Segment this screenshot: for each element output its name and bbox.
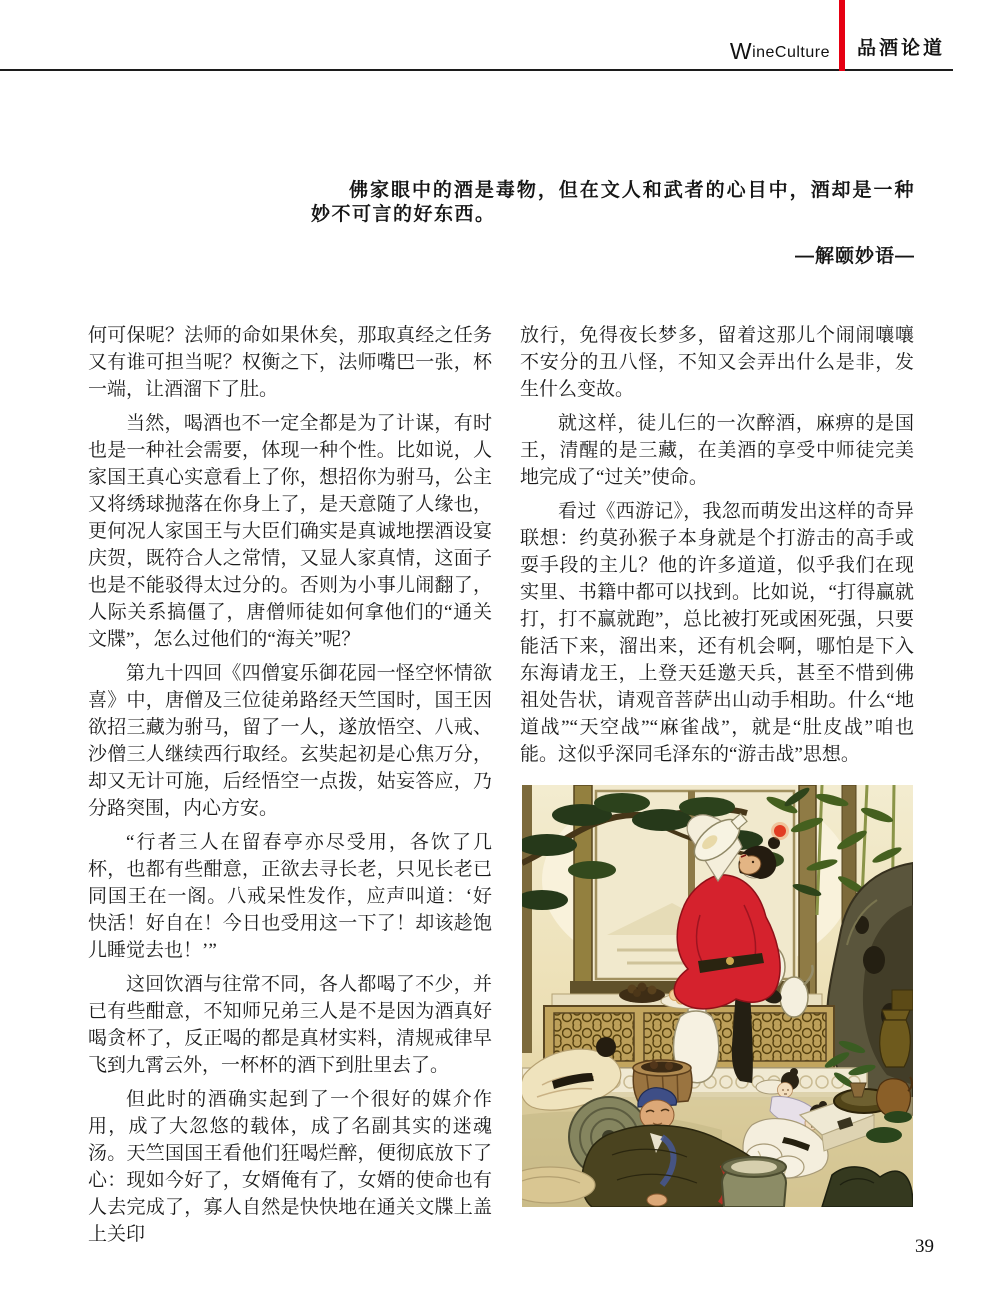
- header-rule: [0, 69, 953, 71]
- brand-initial: W: [729, 38, 753, 65]
- paragraph: 看过《西游记》，我忽而萌发出这样的奇异联想：约莫孙猴子本身就是个打游击的高手或耍手段的主儿？他的许多道道，似乎我们在现实里、书籍中都可以找到。比如说，“打得赢就打，打不赢就跑”，总比被打死或困死强，只要能活下来，溜出来，还有机会啊，哪怕是下入东海请龙王，上登天廷邀天兵，甚至不惜到佛祖处告状，请观音菩萨出山动手相助。什么“地道战”“天空战”“麻雀战”，就是“肚皮战”咱也能。这似乎深同毛泽东的“游击战”思想。: [520, 501, 914, 765]
- paragraph: “行者三人在留春亭亦尽受用，各饮了几杯，也都有些酣意，正欲去寻长老，只见长老已同国王在一阁。八戒呆性发作，应声叫道：‘好快活！好自在！今日也受用这一下了！却该趁饱儿睡觉去也！’”: [88, 832, 492, 961]
- paragraph: 当然，喝酒也不一定全都是为了计谋，有时也是一种社会需要，体现一种个性。比如说，人家国王真心实意看上了你，想招你为驸马，公主又将绣球抛落在你身上了，是天意随了人缘也，更何况人家国王与大臣们确实是真诚地摆酒设宴庆贺，既符合人之常情，又显人家真情，这面子也是不能驳得太过分的。否则为小事儿闹翻了，人际关系搞僵了，唐僧师徒如何拿他们的“通关文牒”，怎么过他们的“海关”呢？: [88, 413, 492, 650]
- page-number: 39: [915, 1236, 934, 1257]
- left-column: [88, 322, 492, 1255]
- paragraph: 这回饮酒与往常不同，各人都喝了不少，并已有些酣意，不知师兄弟三人是不是因为酒真好喝贪杯了，反正喝的都是真材实料，清规戒律早飞到九霄云外，一杯杯的酒下到肚里去了。: [88, 974, 492, 1076]
- paragraph: 何可保呢？法师的命如果休矣，那取真经之任务又有谁可担当呢？权衡之下，法师嘴巴一张，杯一端，让酒溜下了肚。: [88, 325, 492, 400]
- classical-painting-illustration: [522, 785, 913, 1207]
- brand-rest: ineCulture: [752, 44, 830, 61]
- header-accent-bar: [839, 0, 845, 71]
- pull-quote: [311, 179, 915, 269]
- magazine-brand: [660, 0, 830, 69]
- pull-quote-attribution: —解颐妙语—: [794, 246, 915, 267]
- paragraph: 放行，免得夜长梦多，留着这那儿个闹闹嚷嚷不安分的丑八怪，不知又会弄出什么是非，发生什么变故。: [520, 325, 914, 400]
- painting-figure: [522, 785, 913, 1207]
- paragraph: 第九十四回《四僧宴乐御花园一怪空怀情欲喜》中，唐僧及三位徒弟路经天竺国时，国王因欲招三藏为驸马，留了一人，遂放悟空、八戒、沙僧三人继续西行取经。玄奘起初是心焦万分，却又无计可施，后经悟空一点拨，姑妄答应，乃分路突围，内心方安。: [88, 663, 492, 819]
- wine-jar: [722, 1157, 786, 1207]
- section-title: 品酒论道: [857, 38, 946, 59]
- paragraph: 但此时的酒确实起到了一个很好的媒介作用，成了大忽悠的载体，成了名副其实的迷魂汤。天竺国国王看他们狂喝烂醉，便彻底放下了心：现如今好了，女婿俺有了，女婿的使命也有人去完成了，寡人自然是快快地在通关文牒上盖上关印: [88, 1089, 492, 1245]
- pull-quote-text: 佛家眼中的酒是毒物，但在文人和武者的心目中，酒却是一种妙不可言的好东西。: [311, 180, 915, 225]
- right-column: [520, 322, 914, 775]
- paragraph: 就这样，徒儿仨的一次醉酒，麻痹的是国王，清醒的是三藏，在美酒的享受中师徒完美地完成了“过关”使命。: [520, 413, 914, 488]
